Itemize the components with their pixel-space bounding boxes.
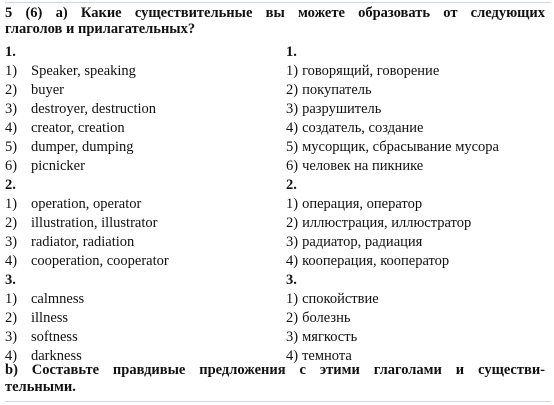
item-number: 3) [5, 101, 18, 117]
list-item [5, 252, 285, 271]
item-number: 2) [286, 82, 299, 98]
list-item [286, 119, 551, 138]
list-item [286, 290, 551, 309]
item-text: создатель, создание [302, 120, 424, 136]
list-item [5, 290, 285, 309]
item-number: 3) [286, 101, 299, 117]
item-number: 2) [286, 310, 299, 326]
item-text: operation, operator [31, 196, 142, 212]
list-item [286, 62, 551, 81]
item-text: dumper, dumping [31, 139, 134, 155]
item-number: 2) [5, 310, 18, 326]
item-number: 3) [286, 329, 299, 345]
item-text: радиатор, радиация [302, 234, 423, 250]
item-number: 2) [286, 215, 299, 231]
section-number: 1. [286, 44, 297, 60]
section-number: 1. [5, 44, 16, 60]
list-item [5, 119, 285, 138]
task-b-line1: b) Составьте правдивые предложения с этими глаголами и существи- [5, 362, 545, 378]
task-heading [5, 5, 545, 37]
item-number: 4) [286, 120, 299, 136]
exercise-page [5, 2, 551, 402]
item-text: покупатель [302, 82, 372, 98]
item-text: операция, оператор [302, 196, 423, 212]
list-item [286, 195, 551, 214]
list-item [5, 233, 285, 252]
item-text: calmness [31, 291, 85, 307]
item-number: 4) [5, 253, 18, 269]
item-text: болезнь [302, 310, 351, 326]
item-text: человек на пикнике [302, 158, 424, 174]
list-item [286, 309, 551, 328]
list-item [5, 81, 285, 100]
task-heading-line1: 5 (6) a) Какие существительные вы можете образовать от следующих [5, 5, 545, 21]
item-text: темнота [302, 348, 352, 364]
english-answers-column [5, 43, 285, 366]
item-text: destroyer, destruction [31, 101, 157, 117]
item-text: picnicker [31, 158, 85, 174]
list-item [286, 81, 551, 100]
item-number: 1) [5, 63, 18, 79]
list-item [5, 100, 285, 119]
item-number: 2) [5, 82, 18, 98]
list-item [286, 328, 551, 347]
item-text: кооперация, кооператор [302, 253, 450, 269]
item-text: darkness [31, 348, 82, 364]
section-number: 3. [286, 272, 297, 288]
item-number: 1) [286, 291, 299, 307]
item-text: softness [31, 329, 78, 345]
item-number: 4) [286, 348, 299, 364]
item-number: 5) [286, 139, 299, 155]
item-text: cooperation, cooperator [31, 253, 169, 269]
item-text: разрушитель [302, 101, 382, 117]
item-number: 4) [5, 348, 18, 364]
task-heading-line2: глаголов и прилагательных? [5, 21, 196, 37]
item-text: creator, creation [31, 120, 125, 136]
item-text: говорящий, говорение [302, 63, 440, 79]
section-number: 2. [286, 177, 297, 193]
list-item [286, 138, 551, 157]
section-number: 3. [5, 272, 16, 288]
item-number: 1) [286, 63, 299, 79]
item-number: 3) [286, 234, 299, 250]
item-text: мягкость [302, 329, 358, 345]
item-number: 6) [5, 158, 18, 174]
item-number: 4) [286, 253, 299, 269]
section-number: 2. [5, 177, 16, 193]
list-item [286, 252, 551, 271]
item-text: мусорщик, сбрасывание мусора [302, 139, 499, 155]
list-item [286, 214, 551, 233]
list-item [5, 328, 285, 347]
list-item [5, 138, 285, 157]
item-text: illustration, illustrator [31, 215, 158, 231]
list-item [5, 309, 285, 328]
item-text: radiator, radiation [31, 234, 135, 250]
task-b-line2: тельными. [5, 379, 76, 395]
item-number: 3) [5, 234, 18, 250]
task-b-instruction [5, 362, 545, 396]
item-text: buyer [31, 82, 65, 98]
russian-translations-column [286, 43, 551, 366]
item-text: Speaker, speaking [31, 63, 136, 79]
item-number: 4) [5, 120, 18, 136]
item-number: 6) [286, 158, 299, 174]
item-number: 1) [5, 291, 18, 307]
list-item [286, 157, 551, 176]
list-item [5, 62, 285, 81]
item-number: 3) [5, 329, 18, 345]
item-number: 5) [5, 139, 18, 155]
list-item [286, 233, 551, 252]
item-number: 2) [5, 215, 18, 231]
item-number: 1) [286, 196, 299, 212]
list-item [5, 157, 285, 176]
item-text: illness [31, 310, 69, 326]
item-text: спокойствие [302, 291, 379, 307]
item-number: 1) [5, 196, 18, 212]
item-text: иллюстрация, иллюстратор [302, 215, 472, 231]
list-item [5, 214, 285, 233]
list-item [5, 195, 285, 214]
list-item [286, 100, 551, 119]
